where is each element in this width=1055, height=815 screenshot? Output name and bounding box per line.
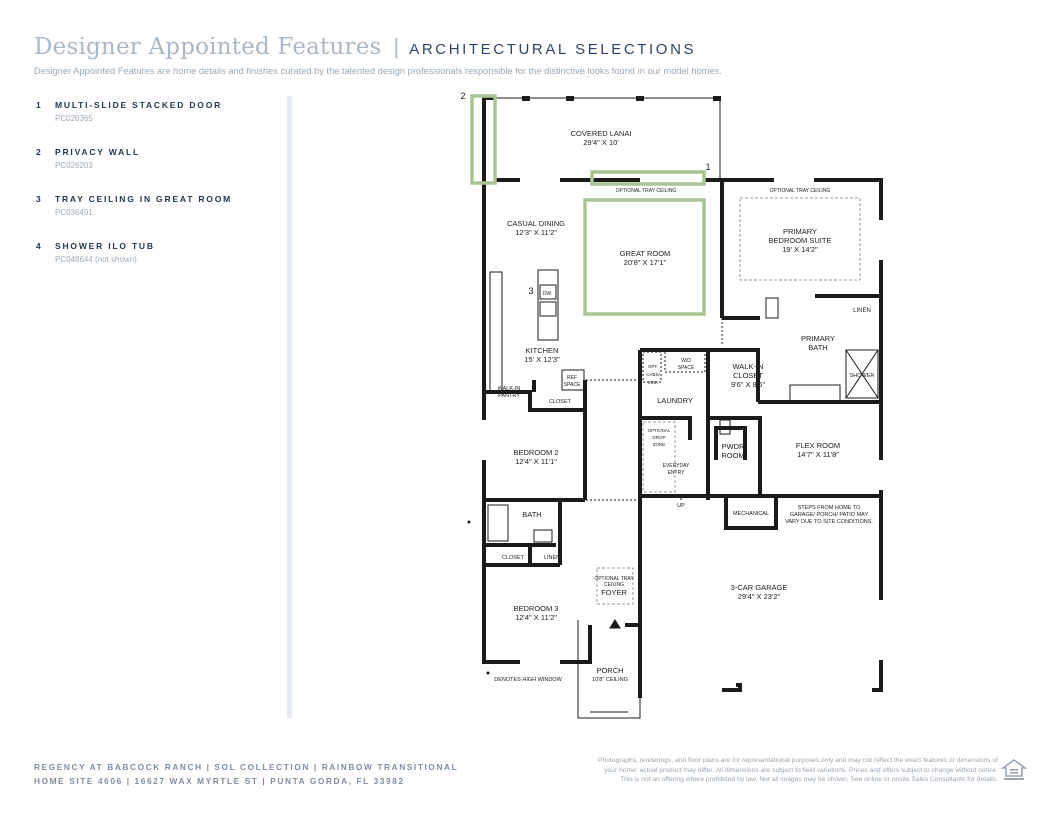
callout-1: 1 [705,162,711,172]
option-note: DROP [652,435,666,440]
divider-bar [287,96,292,718]
option-note: OPT. [647,364,659,369]
room-dimension: 12'4" X 11'1" [515,457,557,466]
room-name: KITCHEN [525,346,559,355]
room-name: 3-CAR GARAGE [730,583,788,592]
room-dimension: 19' X 14'2" [782,245,818,254]
room-dimension: 10'8" CEILING [592,677,628,683]
site-note: GARAGE/ PORCH/ PATIO MAY [789,512,869,518]
room-name: BATH [808,343,828,352]
room-name: CLOSET [548,399,572,405]
room-name: WALK-IN [497,386,521,392]
room-name: PRIMARY [782,227,818,236]
room-name: BEDROOM 3 [513,604,559,613]
room-name: PANTRY [498,393,520,399]
room-dimension: 29'4" X 10' [583,138,619,147]
site-note: VARY DUE TO SITE CONDITIONS. [785,519,873,525]
room-name: WALK-IN [732,362,764,371]
feature-item [36,100,276,123]
room-name: LAUNDRY [657,396,693,405]
callout-3: 3 [528,286,534,296]
appliance-label: SPACE [563,382,581,388]
disclaimer-line: This is not an offering where prohibited by law. Not all images may be shown. See online or onsite Sales Consultants for details. [620,776,998,783]
room-dimension: 29'4" X 23'2" [737,592,781,601]
disclaimer-line: your home; actual product may differ. All dimensions are subject to field variations. Prices and offers subject to change without notice. [604,766,998,774]
room-name: ENTRY [667,470,685,476]
floor-plan [440,88,900,728]
page-header [34,34,696,60]
room-name: LINEN [853,308,871,314]
feature-number: 4 [36,241,43,251]
room-name: SHOWER [849,373,875,379]
room-name: PWDR [721,442,745,451]
room-name: EVERYDAY [662,463,690,469]
room-dimension: 12'3" X 11'2" [515,228,557,237]
tray-note: OPTIONAL TRAY CEILING [615,188,677,194]
feature-number: 3 [36,194,43,204]
feature-number: 1 [36,100,43,110]
room-name: GREAT ROOM [619,249,671,258]
room-name: CASUAL DINING [506,219,566,228]
feature-name: SHOWER ILO TUB [55,241,155,251]
feature-list [36,100,276,288]
room-name: LINEN [543,555,561,561]
feature-code: PC026203 [55,161,93,170]
appliance-label: REF [567,375,577,381]
disclaimer-line: Photographs, renderings, and floor plans are for representational purposes only and may not reflect the exact features or dimensions of [598,757,998,764]
site-note: STEPS FROM HOME TO [797,505,861,511]
appliance-label: SPACE [677,365,695,371]
room-name: BEDROOM SUITE [768,236,832,245]
footer-disclaimer [518,756,998,785]
room-name: FLEX ROOM [795,441,841,450]
room-dimension: 12'4" X 11'2" [515,613,557,622]
callout-2: 2 [460,91,466,101]
room-name: FOYER [601,588,627,597]
legend-note: DENOTES HIGH WINDOW [494,677,562,683]
appliance-label: DW [542,291,552,297]
appliance-label: W/D [681,358,691,364]
page-subtitle: ARCHITECTURAL SELECTIONS [409,41,697,58]
room-dimension: 20'8" X 17'1" [623,258,667,267]
feature-name: MULTI-SLIDE STACKED DOOR [55,100,223,110]
room-dimension: 14'7" X 11'8" [797,450,839,459]
feature-name: TRAY CEILING IN GREAT ROOM [55,194,232,204]
option-note: OPTIONAL TRAY [594,576,634,582]
feature-name: PRIVACY WALL [55,147,141,157]
tray-note: OPTIONAL TRAY CEILING [769,188,831,194]
footer-community-line: REGENCY AT BABCOCK RANCH | SOL COLLECTION | RAINBOW TRANSITIONAL [34,762,459,772]
feature-number: 2 [36,147,43,157]
room-dimension: 15' X 12'3" [524,355,560,364]
room-name: BEDROOM 2 [513,448,559,457]
room-name: BATH [522,510,542,519]
room-name: PRIMARY [800,334,836,343]
footer-site-line: HOME SITE 4606 | 16627 WAX MYRTLE ST | PUNTA GORDA, FL 33982 [34,776,405,786]
option-note: ZONE [652,442,666,447]
feature-code: PC036491 [55,208,93,217]
stair-label: UP [677,503,685,509]
page-title: Designer Appointed Features [34,34,382,60]
option-note: SINK [647,380,659,385]
option-note: CEILING [603,582,625,588]
feature-code: PC048644 (not shown) [55,255,137,264]
room-name: CLOSET [732,371,764,380]
equal-housing-opportunity-icon [1001,758,1027,782]
option-note: OPTIONAL [647,428,671,433]
feature-item [36,241,276,264]
room-name: ROOM [721,451,745,460]
room-name: COVERED LANAI [570,129,632,138]
room-name: MECHANICAL [732,511,770,517]
page-description: Designer Appointed Features are home details and finishes curated by the talented design professionals responsible for the distinctive looks found in our model homes. [34,66,722,76]
feature-item [36,194,276,217]
footer-address [34,760,458,788]
room-name: CLOSET [501,555,525,561]
option-note: CABS/ [646,372,660,377]
feature-code: PC026365 [55,114,93,123]
room-dimension: 9'6" X 8'6" [730,380,766,389]
room-name: PORCH [596,666,624,675]
plan-windows [480,176,885,666]
title-separator: | [393,34,400,59]
feature-item [36,147,276,170]
